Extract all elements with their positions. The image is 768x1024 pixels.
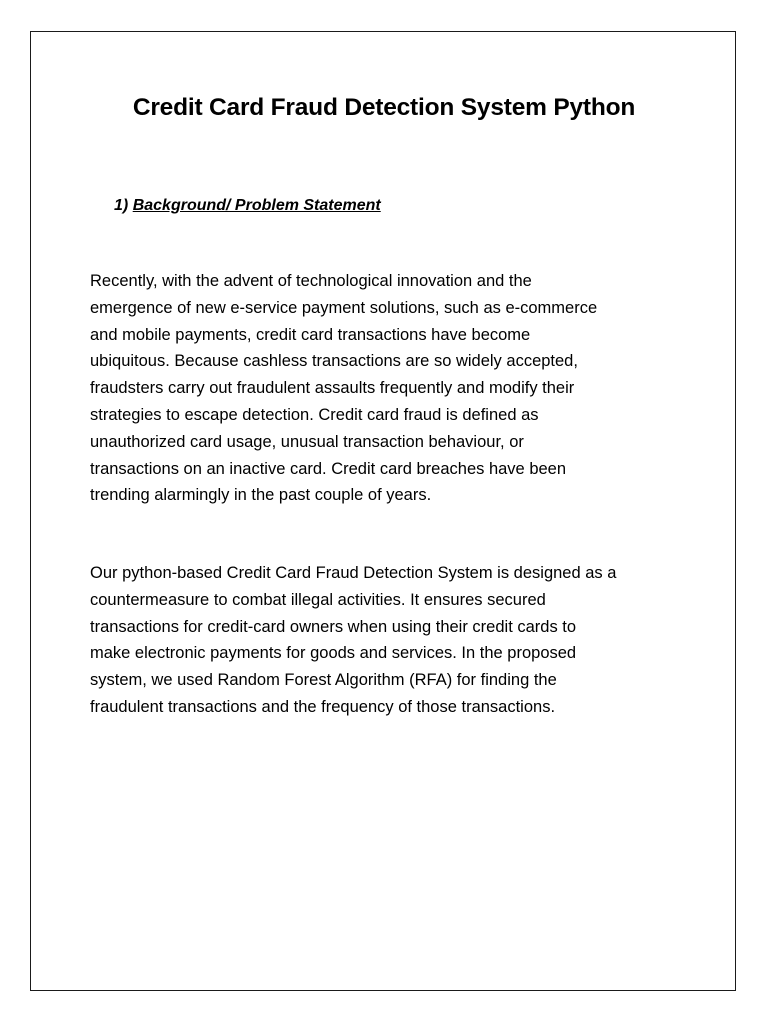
document-title: Credit Card Fraud Detection System Python bbox=[132, 94, 636, 121]
paragraph-line: strategies to escape detection. Credit card fraud is defined as bbox=[90, 405, 539, 424]
section-heading-text: Background/ Problem Statement bbox=[132, 197, 381, 214]
section-heading bbox=[114, 197, 381, 215]
paragraph-background bbox=[90, 268, 680, 509]
paragraph-system bbox=[90, 560, 680, 721]
document-page bbox=[30, 31, 736, 991]
paragraph-line: emergence of new e-service payment solutions, such as e-commerce bbox=[90, 298, 598, 317]
paragraph-line: ubiquitous. Because cashless transactions are so widely accepted, bbox=[90, 352, 578, 371]
section-number: 1) bbox=[114, 197, 129, 214]
paragraph-line: system, we used Random Forest Algorithm (RFA) for finding the bbox=[90, 671, 557, 690]
paragraph-line: fraudsters carry out fraudulent assaults frequently and modify their bbox=[90, 379, 575, 398]
paragraph-line: Recently, with the advent of technological innovation and the bbox=[90, 272, 532, 290]
paragraph-line: make electronic payments for goods and services. In the proposed bbox=[90, 644, 577, 663]
paragraph-line: transactions for credit-card owners when using their credit cards to bbox=[90, 617, 577, 636]
paragraph-line: fraudulent transactions and the frequency of those transactions. bbox=[90, 697, 556, 716]
paragraph-line: unauthorized card usage, unusual transaction behaviour, or bbox=[90, 432, 524, 451]
paragraph-line: transactions on an inactive card. Credit card breaches have been bbox=[90, 459, 567, 478]
paragraph-line: and mobile payments, credit card transactions have become bbox=[90, 325, 531, 344]
paragraph-line: countermeasure to combat illegal activities. It ensures secured bbox=[90, 590, 546, 609]
paragraph-line: Our python-based Credit Card Fraud Detection System is designed as a bbox=[90, 564, 617, 582]
paragraph-line: trending alarmingly in the past couple of years. bbox=[90, 486, 432, 505]
